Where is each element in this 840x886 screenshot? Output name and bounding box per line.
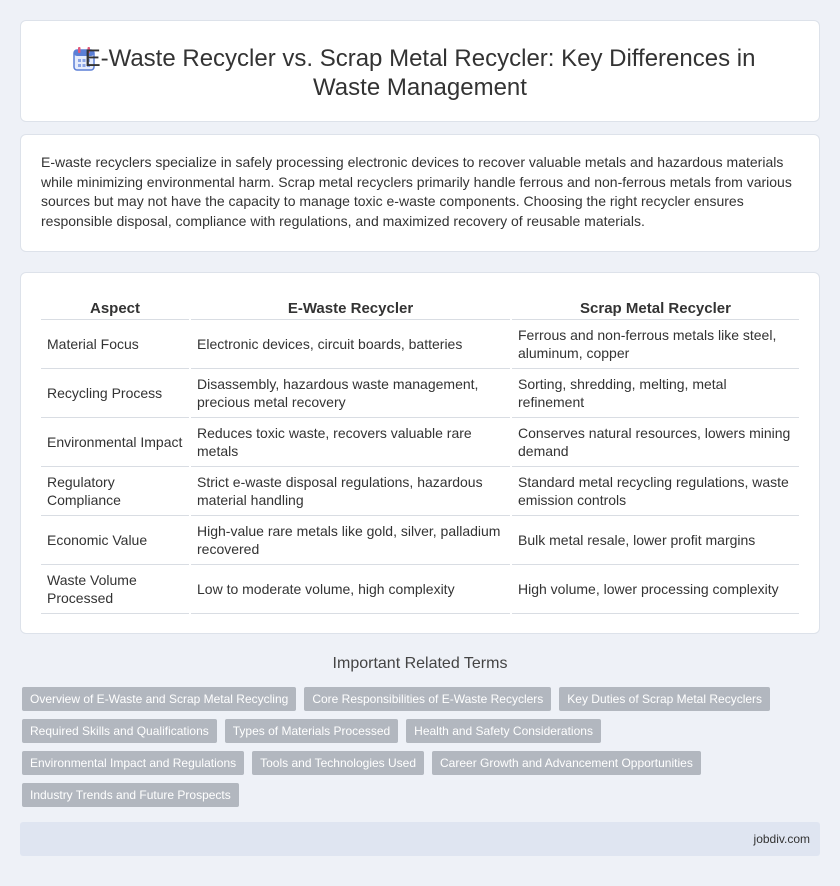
cell-scrap-metal: Conserves natural resources, lowers mining demand: [511, 417, 799, 466]
related-term-tag[interactable]: Core Responsibilities of E-Waste Recyclers: [304, 687, 551, 711]
table-row: [41, 466, 799, 515]
table-row: [41, 368, 799, 417]
related-term-tag[interactable]: Key Duties of Scrap Metal Recyclers: [559, 687, 770, 711]
cell-e-waste: Low to moderate volume, high complexity: [190, 564, 511, 613]
header-scrap-metal: Scrap Metal Recycler: [511, 291, 799, 319]
cell-scrap-metal: Sorting, shredding, melting, metal refinement: [511, 368, 799, 417]
cell-aspect: Regulatory Compliance: [41, 466, 190, 515]
cell-aspect: Environmental Impact: [41, 417, 190, 466]
intro-paragraph: E-waste recyclers specialize in safely processing electronic devices to recover valuable metals and hazardous materials while minimizing environmental harm. Scrap metal recyclers primarily handle ferrous and non-ferrous metals from various sources but may not have the capacity to manage toxic e-waste components. Choosing the right recycler ensures responsible disposal, compliance with regulations, and maximized recovery of reusable materials.: [41, 154, 792, 229]
table-row: [41, 319, 799, 368]
table-row: [41, 515, 799, 564]
cell-scrap-metal: High volume, lower processing complexity: [511, 564, 799, 613]
related-term-tag[interactable]: Health and Safety Considerations: [406, 719, 601, 743]
footer: [20, 822, 820, 856]
footer-site-link[interactable]: jobdiv.com: [753, 832, 810, 846]
cell-e-waste: Reduces toxic waste, recovers valuable rare metals: [190, 417, 511, 466]
related-term-tag[interactable]: Tools and Technologies Used: [252, 751, 424, 775]
related-term-tag[interactable]: Types of Materials Processed: [225, 719, 398, 743]
header-e-waste: E-Waste Recycler: [190, 291, 511, 319]
comparison-table: [41, 291, 799, 614]
intro-card: [20, 134, 820, 252]
table-row: [41, 564, 799, 613]
related-term-tag[interactable]: Required Skills and Qualifications: [22, 719, 217, 743]
cell-scrap-metal: Standard metal recycling regulations, waste emission controls: [511, 466, 799, 515]
cell-e-waste: Electronic devices, circuit boards, batteries: [190, 319, 511, 368]
related-terms-title: Important Related Terms: [332, 655, 508, 672]
header-aspect: Aspect: [41, 291, 190, 319]
related-terms-list: [22, 687, 812, 807]
page-title: E-Waste Recycler vs. Scrap Metal Recycler: Key Differences in Waste Management: [84, 45, 756, 101]
cell-scrap-metal: Bulk metal resale, lower profit margins: [511, 515, 799, 564]
table-row: [41, 417, 799, 466]
related-term-tag[interactable]: Overview of E-Waste and Scrap Metal Recycling: [22, 687, 296, 711]
related-term-tag[interactable]: Career Growth and Advancement Opportunities: [432, 751, 701, 775]
table-header-row: [41, 291, 799, 319]
related-term-tag[interactable]: Environmental Impact and Regulations: [22, 751, 244, 775]
cell-e-waste: Strict e-waste disposal regulations, hazardous material handling: [190, 466, 511, 515]
cell-aspect: Economic Value: [41, 515, 190, 564]
cell-e-waste: High-value rare metals like gold, silver, palladium recovered: [190, 515, 511, 564]
cell-aspect: Material Focus: [41, 319, 190, 368]
cell-e-waste: Disassembly, hazardous waste management, precious metal recovery: [190, 368, 511, 417]
cell-scrap-metal: Ferrous and non-ferrous metals like steel, aluminum, copper: [511, 319, 799, 368]
related-term-tag[interactable]: Industry Trends and Future Prospects: [22, 783, 239, 807]
cell-aspect: Recycling Process: [41, 368, 190, 417]
comparison-card: [20, 272, 820, 634]
header-card: [20, 20, 820, 122]
cell-aspect: Waste Volume Processed: [41, 564, 190, 613]
